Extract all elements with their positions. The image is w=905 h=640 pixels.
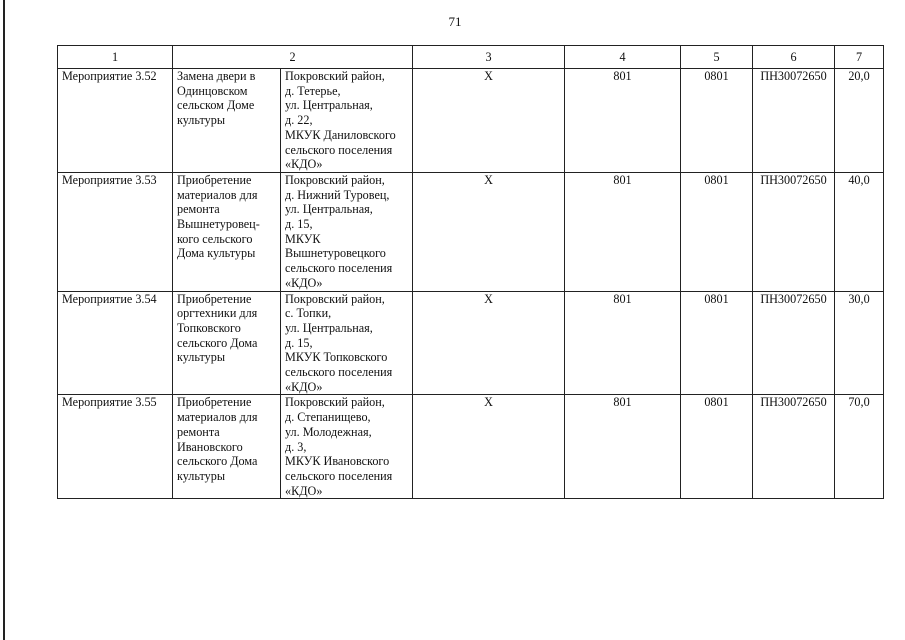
row-description [173, 69, 281, 173]
row-description [173, 172, 281, 291]
row-description [173, 291, 281, 395]
address-line: Покровский район, [285, 69, 385, 83]
row-col-4: 801 [565, 395, 681, 499]
description-line: Приобретение [177, 172, 252, 187]
row-col-5: 0801 [681, 291, 753, 395]
description-line: Замена двери в [177, 69, 256, 83]
row-address [281, 291, 413, 395]
address-line: «КДО» [285, 275, 323, 290]
table-header-row [58, 46, 884, 69]
address-line: сельского поселения [285, 468, 393, 483]
table-row [58, 69, 884, 173]
description-line: Ивановского [177, 439, 243, 454]
row-address [281, 69, 413, 173]
header-col-2: 2 [173, 46, 413, 69]
description-line: сельского Дома [177, 335, 258, 350]
address-line: д. 22, [285, 113, 313, 128]
row-event-name: Мероприятие 3.53 [58, 172, 173, 291]
description-line: сельского Дома [177, 454, 258, 469]
row-col-7: 40,0 [835, 172, 884, 291]
description-line: Приобретение [177, 395, 252, 410]
row-col-6: ПН30072650 [753, 69, 835, 173]
table-row [58, 395, 884, 499]
address-line: «КДО» [285, 379, 323, 394]
address-line: д. 15, [285, 217, 313, 232]
table-body [58, 69, 884, 499]
header-col-4: 4 [565, 46, 681, 69]
address-line: ул. Молодежная, [285, 424, 372, 439]
description-line: оргтехники для [177, 306, 258, 321]
address-line: с. Топки, [285, 306, 332, 321]
row-col-5: 0801 [681, 69, 753, 173]
header-col-1: 1 [58, 46, 173, 69]
address-line: МКУК Топковского [285, 350, 388, 365]
address-line: д. Степанищево, [285, 410, 371, 425]
description-line: Топковского [177, 320, 241, 335]
row-col-5: 0801 [681, 172, 753, 291]
table-row [58, 172, 884, 291]
address-line: «КДО» [285, 157, 323, 172]
description-line: материалов для [177, 410, 258, 425]
address-line: ул. Центральная, [285, 98, 373, 113]
address-line: Покровский район, [285, 395, 385, 410]
row-col-4: 801 [565, 172, 681, 291]
address-line: д. Нижний Туровец, [285, 187, 390, 202]
row-description [173, 395, 281, 499]
address-line: Покровский район, [285, 291, 385, 306]
address-line: сельского поселения [285, 365, 393, 380]
address-line: Покровский район, [285, 172, 385, 187]
page-left-border [3, 0, 5, 640]
description-line: кого сельского [177, 231, 253, 246]
description-line: материалов для [177, 187, 258, 202]
header-col-5: 5 [681, 46, 753, 69]
header-col-6: 6 [753, 46, 835, 69]
description-line: культуры [177, 350, 226, 365]
address-line: ул. Центральная, [285, 320, 373, 335]
address-line: МКУК Ивановского [285, 454, 390, 469]
address-line: МКУК [285, 231, 321, 246]
row-address [281, 172, 413, 291]
description-line: Вышнетуровец- [177, 217, 260, 232]
address-line: «КДО» [285, 483, 323, 498]
row-col-4: 801 [565, 69, 681, 173]
address-line: д. 3, [285, 439, 307, 454]
row-col-6: ПН30072650 [753, 291, 835, 395]
address-line: Вышнетуровецкого [285, 246, 386, 261]
address-line: МКУК Даниловского [285, 127, 396, 142]
address-line: д. 15, [285, 335, 313, 350]
row-event-name: Мероприятие 3.52 [58, 69, 173, 173]
row-address [281, 395, 413, 499]
address-line: сельского поселения [285, 261, 393, 276]
row-col-3: Х [413, 172, 565, 291]
header-col-7: 7 [835, 46, 884, 69]
row-col-3: Х [413, 69, 565, 173]
row-col-4: 801 [565, 291, 681, 395]
row-col-3: Х [413, 291, 565, 395]
description-line: ремонта [177, 424, 220, 439]
address-line: ул. Центральная, [285, 202, 373, 217]
row-col-6: ПН30072650 [753, 395, 835, 499]
table-row [58, 291, 884, 395]
address-line: д. Тетерье, [285, 83, 341, 98]
row-col-7: 70,0 [835, 395, 884, 499]
row-col-6: ПН30072650 [753, 172, 835, 291]
description-line: сельском Доме [177, 98, 255, 113]
row-col-5: 0801 [681, 395, 753, 499]
row-col-3: Х [413, 395, 565, 499]
budget-table [57, 45, 884, 499]
header-col-3: 3 [413, 46, 565, 69]
description-line: Одинцовском [177, 83, 248, 98]
page-number: 71 [448, 14, 462, 29]
row-col-7: 20,0 [835, 69, 884, 173]
row-event-name: Мероприятие 3.55 [58, 395, 173, 499]
description-line: культуры [177, 113, 226, 128]
description-line: Приобретение [177, 291, 252, 306]
address-line: сельского поселения [285, 142, 393, 157]
description-line: Дома культуры [177, 246, 256, 261]
row-col-7: 30,0 [835, 291, 884, 395]
description-line: ремонта [177, 202, 220, 217]
description-line: культуры [177, 468, 226, 483]
row-event-name: Мероприятие 3.54 [58, 291, 173, 395]
